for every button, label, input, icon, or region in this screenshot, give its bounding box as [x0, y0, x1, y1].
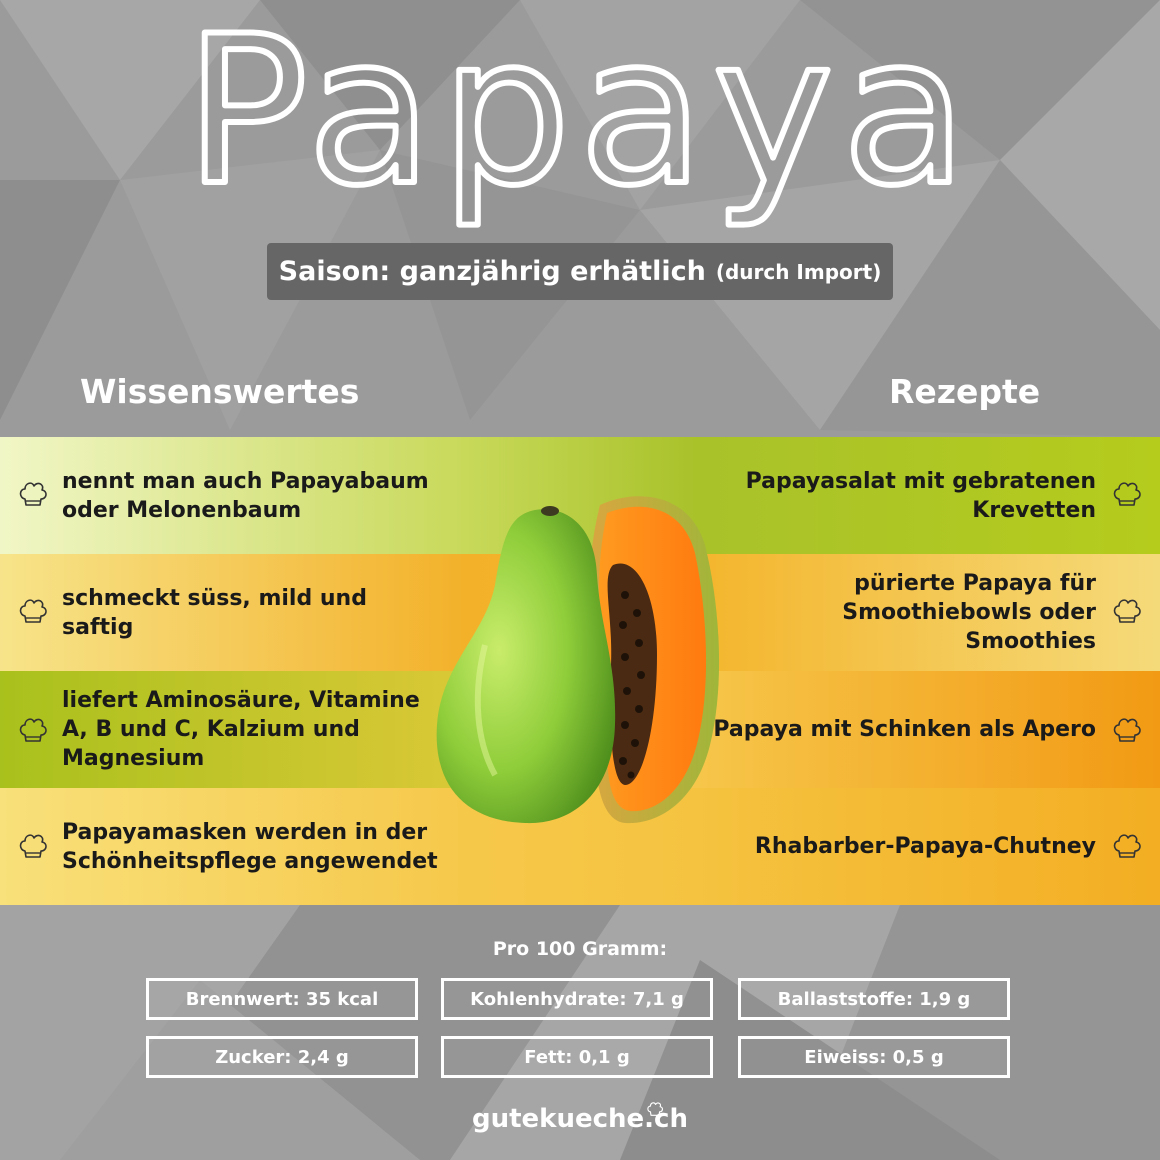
title-text: Papaya	[184, 0, 976, 231]
recipe-item-1[interactable]: Papayasalat mit gebratenen Krevetten	[745, 468, 1096, 523]
nutrition-calories: Brennwert: 35 kcal	[146, 978, 418, 1020]
nutrition-carbs: Kohlenhydrate: 7,1 g	[441, 978, 713, 1020]
nutrition-fiber: Ballaststoffe: 1,9 g	[738, 978, 1010, 1020]
chef-hat-icon	[1112, 832, 1142, 860]
chef-hat-icon	[1112, 716, 1142, 744]
facts-heading: Wissenswertes	[80, 372, 360, 411]
recipe-item-3[interactable]: Papaya mit Schinken als Apero	[713, 717, 1096, 742]
chef-hat-icon	[1112, 480, 1142, 508]
chef-hat-icon	[18, 716, 48, 744]
season-label: Saison: ganzjährig erhätlich	[278, 256, 706, 287]
chef-hat-icon	[18, 597, 48, 625]
season-badge	[267, 243, 893, 300]
nutrition-fat: Fett: 0,1 g	[441, 1036, 713, 1078]
recipe-item-2[interactable]: pürierte Papaya für Smoothiebowls oder Smoothies	[842, 571, 1096, 654]
chef-hat-icon	[18, 480, 48, 508]
page-title	[0, 0, 1160, 240]
fact-item-1: nennt man auch Papayabaum oder Melonenbaum	[62, 468, 429, 523]
season-note: (durch Import)	[715, 259, 882, 284]
fact-item-3: liefert Aminosäure, Vitamine A, B und C, Kalzium und Magnesium	[62, 688, 420, 771]
recipes-heading: Rezepte	[889, 372, 1041, 411]
chef-hat-icon	[646, 1101, 664, 1117]
chef-hat-icon	[18, 832, 48, 860]
papaya-illustration	[425, 485, 730, 830]
nutrition-heading: Pro 100 Gramm:	[492, 938, 668, 960]
recipe-item-4[interactable]: Rhabarber-Papaya-Chutney	[754, 834, 1096, 859]
nutrition-protein: Eiweiss: 0,5 g	[738, 1036, 1010, 1078]
chef-hat-icon	[1112, 597, 1142, 625]
fact-item-4: Papayamasken werden in der Schönheitspflege angewendet	[62, 819, 438, 874]
fact-item-2: schmeckt süss, mild und saftig	[62, 585, 367, 640]
nutrition-sugar: Zucker: 2,4 g	[146, 1036, 418, 1078]
brand-logo-text[interactable]: gutekueche.ch	[472, 1104, 688, 1134]
